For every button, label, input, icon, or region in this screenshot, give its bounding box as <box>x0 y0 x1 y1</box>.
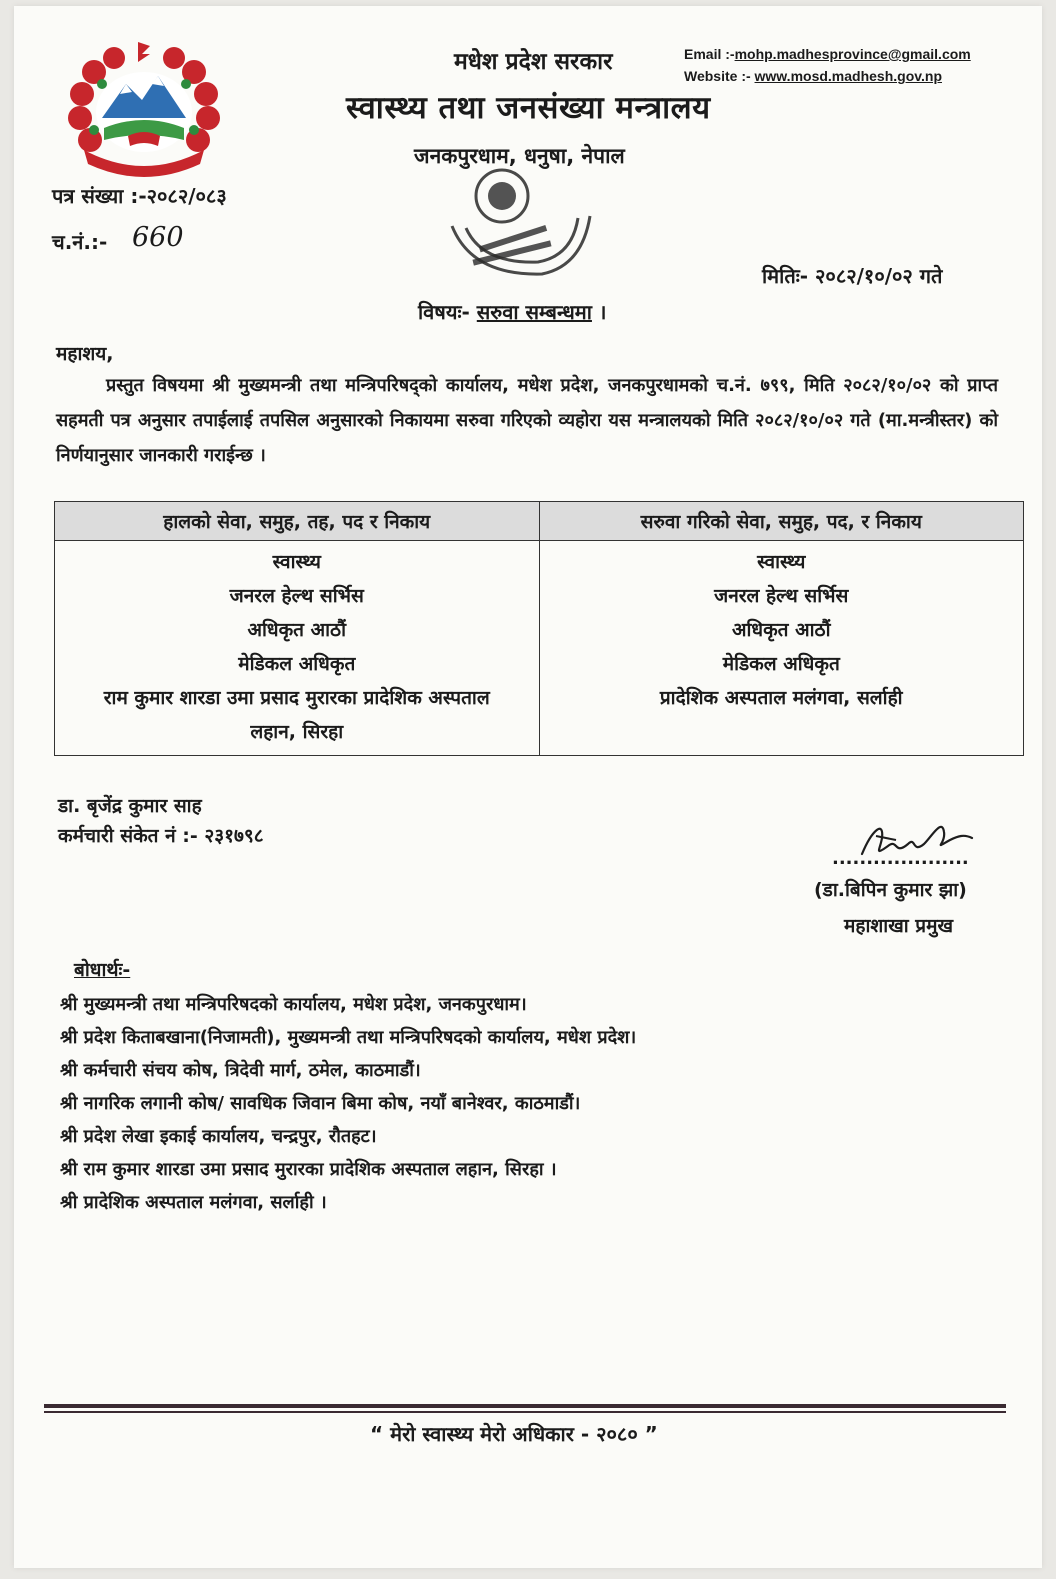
dispatch-number-value: 660 <box>132 222 184 253</box>
column-header-transferred: सरुवा गरिको सेवा, समुह, पद, र निकाय <box>539 502 1024 541</box>
nepal-emblem-icon <box>54 32 234 182</box>
contact-email <box>684 46 971 62</box>
current-service: स्वास्थ्य <box>272 551 321 573</box>
salutation: महाशय, <box>56 343 114 365</box>
list-item: श्री कर्मचारी संचय कोष, त्रिदेवी मार्ग, ठमेल, काठमाडौं। <box>60 1060 421 1081</box>
signatory-title: महाशाखा प्रमुख <box>844 915 954 937</box>
current-office: राम कुमार शारडा उमा प्रसाद मुरारका प्रादेशिक अस्पताल <box>103 687 490 709</box>
letter-subject <box>418 298 607 325</box>
ministry-name: स्वास्थ्य तथा जनसंख्या मन्त्रालय <box>346 90 711 126</box>
transferred-posting-cell <box>539 541 1024 756</box>
new-service: स्वास्थ्य <box>757 551 806 573</box>
footer-slogan: “ मेरो स्वास्थ्य मेरो अधिकार - २०८० ” <box>370 1422 658 1446</box>
column-header-current: हालको सेवा, समुह, तह, पद र निकाय <box>55 502 540 541</box>
current-group: जनरल हेल्थ सर्भिस <box>229 585 364 607</box>
table-header-row <box>55 502 1024 541</box>
transfer-table <box>54 501 1024 756</box>
dispatch-number-label: च.नं.:- <box>52 230 108 254</box>
signature-line: .................... <box>832 848 969 869</box>
list-item: श्री मुख्यमन्त्री तथा मन्त्रिपरिषदको कार्यालय, मधेश प्रदेश, जनकपुरधाम। <box>60 994 527 1015</box>
letter-date: मितिः- २०८२/१०/०२ गते <box>762 264 943 288</box>
letter-page <box>14 6 1042 1568</box>
current-level: अधिकृत आठौं <box>247 619 347 641</box>
subject-end: । <box>598 300 607 324</box>
website-link[interactable]: www.mosd.madhesh.gov.np <box>754 68 942 84</box>
current-posting-cell <box>55 541 540 756</box>
current-post: मेडिकल अधिकृत <box>238 653 356 675</box>
cc-list <box>60 988 636 1219</box>
subject-text: सरुवा सम्बन्धमा <box>476 300 592 324</box>
new-group: जनरल हेल्थ सर्भिस <box>714 585 849 607</box>
new-office: प्रादेशिक अस्पताल मलंगवा, सर्लाही <box>659 687 903 709</box>
cc-heading: बोधार्थः- <box>74 959 131 981</box>
list-item: श्री प्रदेश लेखा इकाई कार्यालय, चन्द्रपुर, रौतहट। <box>60 1126 377 1147</box>
list-item: श्री प्रदेश किताबखाना(निजामती), मुख्यमन्त्री तथा मन्त्रिपरिषदको कार्यालय, मधेश प्रदेश। <box>60 1027 637 1048</box>
list-item: श्री प्रादेशिक अस्पताल मलंगवा, सर्लाही । <box>60 1192 327 1213</box>
list-item: श्री राम कुमार शारडा उमा प्रसाद मुरारका प्रादेशिक अस्पताल लहान, सिरहा । <box>60 1159 557 1180</box>
new-post: मेडिकल अधिकृत <box>722 653 840 675</box>
ministry-stamp-icon <box>432 156 602 291</box>
signatory-name: (डा.बिपिन कुमार झा) <box>814 879 967 901</box>
ministry-address: जनकपुरधाम, धनुषा, नेपाल <box>414 144 625 168</box>
contact-website <box>684 68 942 84</box>
footer-rule-thin <box>44 1411 1006 1413</box>
employee-name: डा. बृजेंद्र कुमार साह <box>58 795 202 817</box>
current-office-location: लहान, सिरहा <box>250 721 344 743</box>
reference-number: पत्र संख्या :-२०८२/०८३ <box>52 184 227 208</box>
table-row <box>55 541 1024 756</box>
subject-label: विषयः- <box>418 300 470 324</box>
letter-body: प्रस्तुत विषयमा श्री मुख्यमन्त्री तथा मन्त्रिपरिषद्को कार्यालय, मधेश प्रदेश, जनकपुरधामको च.नं. ७९९, मिति २०८२/१०/०२ को प्राप्त सहमती पत्र अनुसार तपाईलाई तपसिल अनुसारको निकायमा सरुवा गरिएको व्यहोरा यस मन्त्रालयको मिति २०८२/१०/०२ गते (मा.मन्त्रीस्तर) को निर्णयानुसार जानकारी गराईन्छ । <box>56 375 998 466</box>
government-name: मधेश प्रदेश सरकार <box>454 49 613 75</box>
email-label: Email :- <box>684 46 735 62</box>
website-label: Website :- <box>684 68 751 84</box>
new-level: अधिकृत आठौं <box>731 619 831 641</box>
list-item: श्री नागरिक लगानी कोष/ सावधिक जिवान बिमा कोष, नयाँ बानेश्वर, काठमाडौं। <box>60 1093 581 1114</box>
footer-rule <box>44 1404 1006 1408</box>
employee-code: कर्मचारी संकेत नं :- २३१७९८ <box>58 825 264 847</box>
email-link[interactable]: mohp.madhesprovince@gmail.com <box>734 46 971 62</box>
